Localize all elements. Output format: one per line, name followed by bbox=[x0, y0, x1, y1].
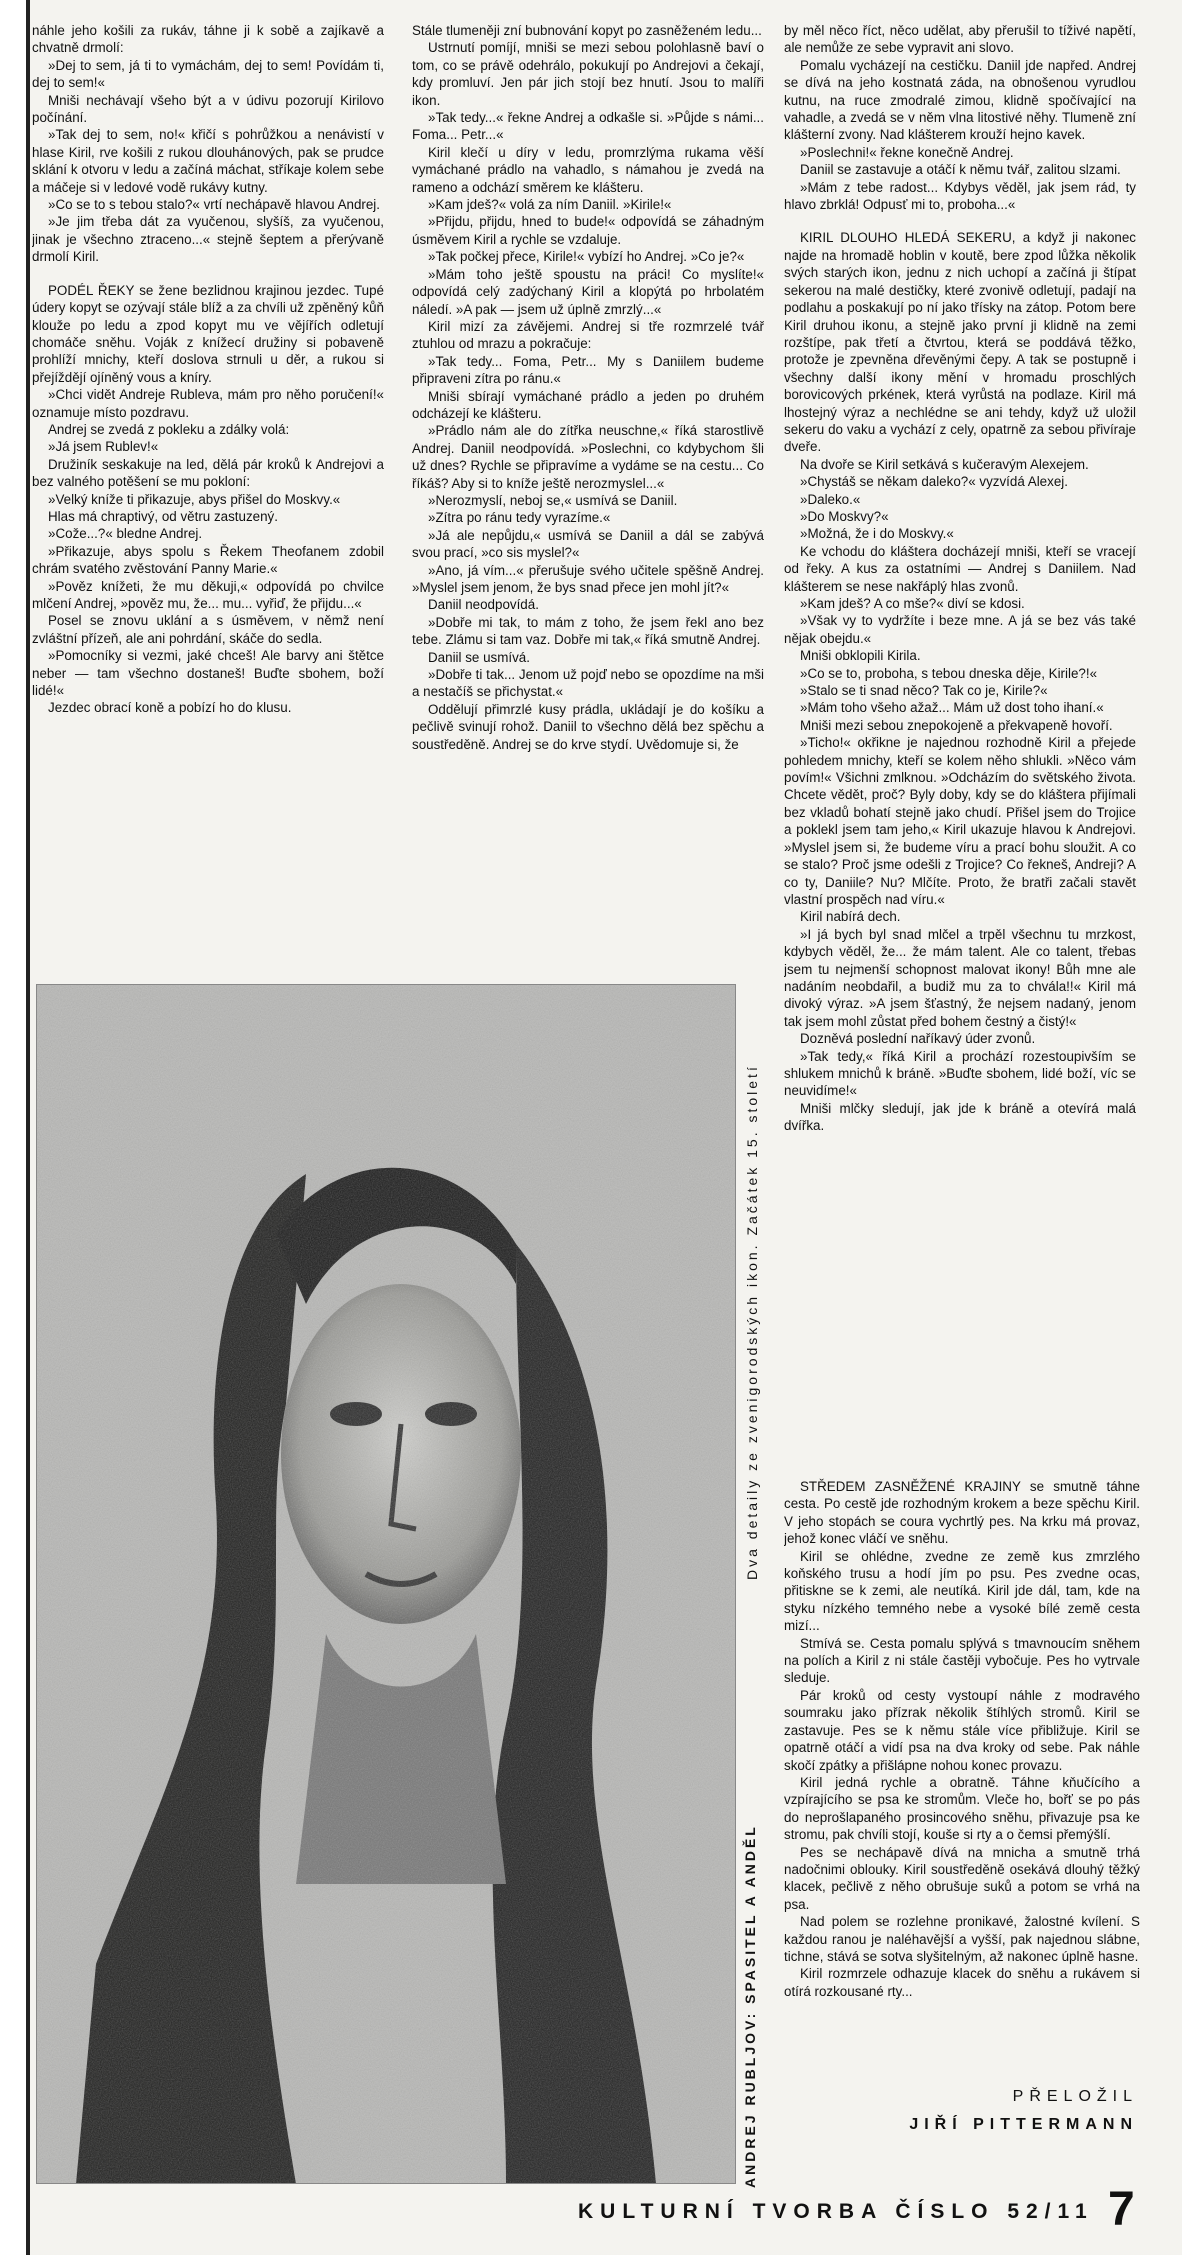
paragraph: Kiril se ohlédne, zvedne ze země kus zmrzlého koňského trusu a hodí jím po psu. Pes zvedne ocas, přitiskne se k zemi, ale neutíká. Kiril jde dál, tam, kde na styku nízkého temného nebe a vysoké bílé země cesta mizí... bbox=[784, 1548, 1140, 1634]
paragraph: »Je jim třeba dát za vyučenou, slyšíš, za vyučenou, jinak je všechno ztraceno...« stejně šeptem a přerývaně drmolí Kiril. bbox=[32, 214, 384, 265]
paragraph: »Stalo se ti snad něco? Tak co je, Kirile?« bbox=[800, 683, 1048, 699]
paragraph: Kiril nabírá dech. bbox=[800, 909, 901, 925]
paragraph: »Velký kníže ti přikazuje, abys přišel do Moskvy.« bbox=[48, 491, 341, 507]
page-edge-right bbox=[1182, 0, 1200, 2255]
paragraph: »Poslechni!« řekne konečně Andrej. bbox=[800, 144, 1014, 160]
translator-label: PŘELOŽIL bbox=[1012, 2088, 1138, 2105]
paragraph: »Ticho!« okřikne je najednou rozhodně Kiril a přejede pohledem mnichy, kteří se kolem něho shlukli. »Něco vám povím!« Všichni zmlknou. »Odcházím do světského života. Chcete vědět, proč? Byly doby, kdy se do kláštera přijímali bez vkladů bohatí stejně jako chudí. Přišel jsem do Trojice a poklekl jsem tam jeho,« Kiril ukazuje hlavou k Andrejovi. »Myslel jsem si, že budeme víru a prací bohu sloužit. A co se stalo? Proč jsme odešli z Trojice? Co řekneš, Andreji? A co ty, Daniile? Nu? Mlčíte. Proto, že bratři začali stavět vlastní prospěch nad víru.« bbox=[784, 735, 1136, 907]
paragraph: Kiril mizí za závějemi. Andrej si tře rozmrzelé tvář ztuhlou od mrazu a pokračuje: bbox=[412, 318, 764, 352]
paragraph: by měl něco říct, něco udělat, aby přerušil to tíživé napětí, ale nemůže ze sebe vypravit ani slovo. bbox=[784, 23, 1136, 56]
paragraph: »Však vy to vydržíte i beze mne. A já se bez vás také nějak obejdu.« bbox=[784, 613, 1136, 646]
paragraph: »Cože...?« bledne Andrej. bbox=[48, 526, 203, 542]
paragraph: »Tak tedy,« říká Kiril a prochází rozestoupivším se shlukem mnichů k bráně. »Buďte sbohem, lidé boží, víc se neuvidíme!« bbox=[784, 1048, 1136, 1099]
paragraph: Mniši obklopili Kirila. bbox=[800, 648, 921, 664]
page-edge-left bbox=[0, 0, 30, 2255]
paragraph: »Dobře mi tak, to mám z toho, že jsem řekl ano bez tebe. Zlámu si tam vaz. Dobře mi tak,« říká smutně Andrej. bbox=[412, 614, 764, 648]
photo-title: ANDREJ RUBLJOV: SPASITEL A ANDĚL bbox=[742, 1824, 758, 2188]
paragraph: »Chystáš se někam daleko?« vyzvídá Alexej. bbox=[800, 474, 1068, 490]
paragraph: Hlas má chraptivý, od větru zastuzený. bbox=[48, 508, 278, 524]
paragraph: náhle jeho košili za rukáv, táhne ji k sobě a zajíkavě a chvatně drmolí: bbox=[32, 23, 384, 56]
paragraph: Andrej se zvedá z pokleku a zdálky volá: bbox=[48, 421, 290, 437]
icon-fragment-face bbox=[36, 984, 736, 2184]
paragraph: »Daleko.« bbox=[800, 491, 861, 507]
paragraph: Stmívá se. Cesta pomalu splývá s tmavnoucím sněhem na polích a Kiril z ni stále častěji vybočuje. Pes ho vytrvale sleduje. bbox=[784, 1635, 1140, 1686]
paragraph: »Do Moskvy?« bbox=[800, 508, 889, 524]
paragraph: Kiril jedná rychle a obratně. Táhne kňučícího a vzpírajícího se psa ke stromům. Vleče ho, bořť se po pás do neprošlapaného prosincového sněhu, přivazuje psa ke stromu, pak chvíli stojí, kouše si rty a o čemsi přemýšlí. bbox=[784, 1774, 1140, 1843]
paragraph: »Dej to sem, já ti to vymáchám, dej to sem! Povídám ti, dej to sem!« bbox=[32, 57, 384, 91]
paragraph: »Chci vidět Andreje Rubleva, mám pro něho poručení!« oznamuje místo pozdravu. bbox=[32, 387, 384, 420]
paragraph: »Pověz knížeti, že mu děkuji,« odpovídá po chvilce mlčení Andrej, »pověz mu, že... mu... vyřiď, že přijdu...« bbox=[32, 578, 384, 611]
paragraph: »Tak počkej přece, Kirile!« vybízí ho Andrej. »Co je?« bbox=[428, 249, 745, 265]
paragraph: »Mám toho všeho ažaž... Mám už dost toho ihaní.« bbox=[800, 700, 1104, 716]
paragraph: Ustrnutí pomíjí, mniši se mezi sebou polohlasně baví o tom, co se právě odehrálo, pokukují po Andrejovi a čekají, kdy promluví. Jen pár jich stojí bez hnutí. Jsou to malíři ikon. bbox=[412, 40, 764, 108]
paragraph: »Kam jdeš? A co mše?« diví se kdosi. bbox=[800, 596, 1025, 611]
paragraph: Jezdec obrací koně a pobízí ho do klusu. bbox=[48, 700, 292, 716]
page-number: 7 bbox=[1108, 2183, 1135, 2236]
section-paragraph: PODÉL ŘEKY se žene bezlidnou krajinou jezdec. Tupé údery kopyt se ozývají stále blíž a za chvíli už zpěněný kůň klouže po ledu a zpod kopyt mu ve vějířích odletují chomáče sněhu. Voják z knížecí družiny si pobaveně prohlíží mnichy, kteří doslova strnuli u děr, a rukou si přejíždějí ojíněný vous a kníry. bbox=[32, 282, 384, 385]
paragraph: »Dobře ti tak... Jenom už pojď nebo se opozdíme na mši a nestačíš se přichystat.« bbox=[412, 667, 764, 700]
paragraph: »Prádlo nám ale do zítřka neuschne,« říká starostlivě Andrej. Daniil neodpovídá. »Poslechni, co kdybychom šli už dnes? Rychle se připravíme a vydáme se na cestu... Co říkáš? Aby si to kníže ještě nerozmyslel...« bbox=[412, 423, 764, 491]
paragraph: »Tak tedy...« řekne Andrej a odkašle si. »Půjde s námi... Foma... Petr...« bbox=[412, 110, 764, 143]
paragraph: Pár kroků od cesty vystoupí náhle z modravého soumraku jako přízrak několik štíhlých stromů. Kiril se zastavuje. Pes se k němu stále více přibližuje. Kiril se opatrně otáčí a vidí psa na dva kroky od sebe. Pak náhle skočí zpátky a přišlápne nohou konec provazu. bbox=[784, 1687, 1140, 1773]
paragraph: »Já jsem Rublev!« bbox=[48, 439, 159, 455]
paragraph: Daniil neodpovídá. bbox=[428, 597, 539, 613]
section-paragraph: STŘEDEM ZASNĚŽENÉ KRAJINY se smutně táhne cesta. Po cestě jde rozhodným krokem a beze spěchu Kiril. V jeho stopách se coura vychrtlý pes. Na krku má provaz, jehož konec vláčí ve sněhu. bbox=[784, 1479, 1140, 1547]
paragraph: Stále tlumeněji zní bubnování kopyt po zasněženém ledu... bbox=[412, 23, 762, 38]
paragraph: Pomalu vycházejí na cestičku. Daniil jde napřed. Andrej se dívá na jeho kostnatá záda, na obnošenou vyrudlou kutnu, na ruce zmodralé zimou, klidně spočívající na vahadle, a zvedá se v něm vlna litostivé něhy. Tlumeně zní klášterní zvony. Nad klášterem krouží hejno kavek. bbox=[784, 57, 1136, 143]
paragraph: Mniši mlčky sledují, jak jde k bráně a otevírá malá dvířka. bbox=[784, 1100, 1136, 1134]
paragraph: Družiník seskakuje na led, dělá pár kroků k Andrejovi a bez valného potěšení se mu pokloní: bbox=[32, 456, 384, 490]
paragraph: »Přijdu, přijdu, hned to bude!« odpovídá se záhadným úsměvem Kiril a rychle se vzdaluje. bbox=[412, 214, 764, 247]
paragraph: »Zítra po ránu tedy vyrazíme.« bbox=[428, 510, 611, 526]
paragraph: Mniši nechávají všeho být a v údivu pozorují Kirilovo počínání. bbox=[32, 92, 384, 126]
paragraph: Kiril rozmrzele odhazuje klacek do sněhu a rukávem si otírá rozkousané rty... bbox=[784, 1966, 1140, 1999]
paragraph: Na dvoře se Kiril setkává s kučeravým Alexejem. bbox=[800, 456, 1089, 472]
paragraph: Mniši sbírají vymáchané prádlo a jeden po druhém odcházejí ke klášteru. bbox=[412, 388, 764, 421]
paragraph: Daniil se usmívá. bbox=[428, 649, 530, 665]
photo-caption: Dva detaily ze zvenigorodských ikon. Začátek 15. století bbox=[744, 1064, 760, 1580]
paragraph: »Tak dej to sem, no!« křičí s pohrůžkou a nenávistí v hlase Kiril, rve košili z rukou dlouhánových, pak se prudce sklání k otvoru v ledu a začíná máchat, stříkaje kolem sebe a máčeje si v ledové vodě rukávy kutny. bbox=[32, 127, 384, 195]
paragraph: Posel se znovu uklání a s úsměvem, v němž není zvláštní přízeň, ale ani pohrdání, skáče do sedla. bbox=[32, 613, 384, 646]
paragraph: Pes se nechápavě dívá na mnicha a smutně trhá nadočnimi oblouky. Kiril soustředěně osekává dlouhý těžký klacek, pečlivě z něho obrušuje suků a potom se vrhá na psa. bbox=[784, 1844, 1140, 1912]
paragraph: Mniši mezi sebou znepokojeně a překvapeně hovoří. bbox=[800, 717, 1113, 733]
paragraph: »Mám toho ještě spoustu na práci! Co myslíte!« odpovídá celý zadýchaný Kiril a klopýtá po hrbolatém náledí. »A pak — jsem už úplně zmrzlý...« bbox=[412, 266, 764, 317]
paragraph: »Ano, já vím...« přerušuje svého učitele spěšně Andrej. »Myslel jsem jenom, že bys snad přece jen mohl jít?« bbox=[412, 562, 764, 595]
paragraph: »Možná, že i do Moskvy.« bbox=[800, 526, 954, 542]
paragraph: »Nerozmyslí, neboj se,« usmívá se Daniil. bbox=[428, 492, 678, 508]
paragraph: »Já ale nepůjdu,« usmívá se Daniil a dál se zabývá svou prací, »co sis myslel?« bbox=[412, 527, 764, 561]
paragraph: »Kam jdeš?« volá za ním Daniil. »Kirile!« bbox=[428, 197, 672, 213]
icon-photograph bbox=[36, 984, 736, 2184]
paragraph: »Pomocníky si vezmi, jaké chceš! Ale barvy ani štětce neber — tam všechno dostaneš! Buďte sbohem, boží lidé!« bbox=[32, 648, 384, 699]
column-2 bbox=[412, 22, 764, 902]
paragraph: Daniil se zastavuje a otáčí k němu tvář, zalitou slzami. bbox=[800, 162, 1121, 178]
paragraph: »Co se to, proboha, s tebou dneska děje, Kirile?!« bbox=[800, 665, 1098, 681]
paragraph: »Přikazuje, abys spolu s Řekem Theofanem zdobil chrám svatého zvěstování Panny Marie.« bbox=[32, 543, 384, 577]
paragraph: »Co se to s tebou stalo?« vrtí nechápavě hlavou Andrej. bbox=[48, 197, 381, 213]
translator-name: JIŘÍ PITTERMANN bbox=[909, 2116, 1138, 2133]
paragraph: Kiril klečí u díry v ledu, promrzlýma rukama věší vymáchané prádlo na vahadlo, s námahou je zvedá na rameno a odchází směrem ke klášteru. bbox=[412, 144, 764, 195]
masthead: KULTURNÍ TVORBA ČÍSLO 52/11 bbox=[578, 2200, 1094, 2223]
paragraph: Dozněvá poslední naříkavý úder zvonů. bbox=[800, 1031, 1036, 1047]
paragraph: »Mám z tebe radost... Kdybys věděl, jak jsem rád, ty hlavo zbrklá! Odpusť mi to, proboha...« bbox=[784, 179, 1136, 213]
paragraph: Ke vchodu do kláštera docházejí mniši, kteří se vracejí od řeky. A kus za ostatními — Andrej s Daniilem. Nad klášterem se nese nakřáplý hlas zvonů. bbox=[784, 543, 1136, 594]
column-1 bbox=[32, 22, 384, 902]
paragraph: »I já bych byl snad mlčel a trpěl všechnu tu mrzkost, kdybych věděl, že... že mám talent. Ale co talent, třebas jsem tu nejmenší schopnost malovat ikony! Bůh mne ale nadáním neobdařil, a budiž mu za to chvála!!« Kiril má divoký výraz. »A jsem šťastný, že nejsem nadaný, jenom tak jsem mohl zůstat před bohem čestný a čistý!« bbox=[784, 926, 1136, 1029]
column-3 bbox=[784, 22, 1136, 1452]
section-paragraph: KIRIL DLOUHO HLEDÁ SEKERU, a když ji nakonec najde na hromadě hoblin v koutě, bere zpod lůžka několik svých starých ikon, jednu z nich uchopí a začíná ji štípat sekerou na malé destičky, které zvonivě odletují, padají na podlahu a poskakují po ní jako třísky na zátop. Potom bere Kiril druhou ikonu, a stejně jako první ji klidně na zemi rozštípe, pak třetí a čtvrtou, která se poddává těžko, protože je zpevněna dřevěnými čepy. A tak se postupně i všechny další ikony mění v hromadu proschlých borovicových prkének, která vyrůstá na podlaze. Kiril má lhostejný výraz a nechlédne se ani tehdy, když už uložil sekeru do vaku a vychází z cely, opatrně za sebou přivíraje dveře. bbox=[784, 230, 1136, 455]
paragraph: »Tak tedy... Foma, Petr... My s Daniilem budeme připraveni zítra po ránu.« bbox=[412, 353, 764, 387]
column-4 bbox=[784, 1478, 1140, 2148]
paragraph: Oddělují přimrzlé kusy prádla, ukládají je do košíku a pečlivě svinují rohož. Daniil to všechno dělá bez spěchu a soustředěně. Andrej se do krve stydí. Uvědomuje si, že bbox=[412, 701, 764, 752]
paragraph: Nad polem se rozlehne pronikavé, žalostné kvílení. S každou ranou je naléhavější a vyšší, pak najednou slábne, tichne, stává se sotva slyšitelným, až nakonec úplně hasne. bbox=[784, 1914, 1140, 1964]
